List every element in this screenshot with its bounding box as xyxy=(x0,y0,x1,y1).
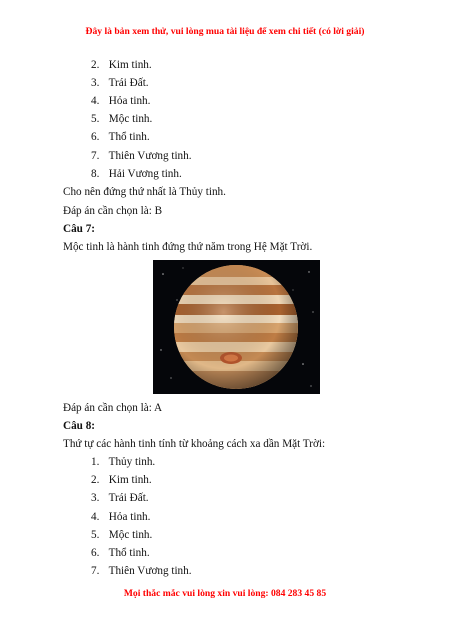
list-item: 4. Hỏa tinh. xyxy=(91,95,151,107)
list-item: 2. Kim tinh. xyxy=(91,59,152,71)
list-item: 6. Thổ tinh. xyxy=(91,131,150,143)
question-text: Mộc tinh là hành tinh đứng thứ năm trong Hệ Mặt Trời. xyxy=(63,241,313,253)
answer-text: Đáp án cần chọn là: B xyxy=(63,205,163,217)
list-item: 7. Thiên Vương tinh. xyxy=(91,150,192,162)
jupiter-image xyxy=(153,260,320,394)
list-item: 7. Thiên Vương tinh. xyxy=(91,565,192,577)
question-text: Thứ tự các hành tinh tính từ khoảng cách xa dần Mặt Trời: xyxy=(63,438,326,450)
list-item: 3. Trái Đất. xyxy=(91,77,149,89)
list-item: 8. Hải Vương tinh. xyxy=(91,168,182,180)
list-item: 2. Kim tinh. xyxy=(91,474,152,486)
list-item: 5. Mộc tinh. xyxy=(91,529,153,541)
question-label: Câu 8: xyxy=(63,420,96,432)
list-item: 3. Trái Đất. xyxy=(91,492,149,504)
list-item: 1. Thủy tinh. xyxy=(91,456,156,468)
list-item: 5. Mộc tinh. xyxy=(91,113,153,125)
question-label: Câu 7: xyxy=(63,223,96,235)
list-item: 6. Thổ tinh. xyxy=(91,547,150,559)
conclusion-text: Cho nên đứng thứ nhất là Thủy tinh. xyxy=(63,186,226,198)
answer-text: Đáp án cần chọn là: A xyxy=(63,402,163,414)
header-notice: Đây là bản xem thử, vui lòng mua tài liệu để xem chi tiết (có lời giải) xyxy=(85,26,365,37)
list-item: 4. Hỏa tinh. xyxy=(91,511,151,523)
footer-notice: Mọi thắc mắc vui lòng xin vui lòng: 084 283 45 85 xyxy=(123,588,327,599)
